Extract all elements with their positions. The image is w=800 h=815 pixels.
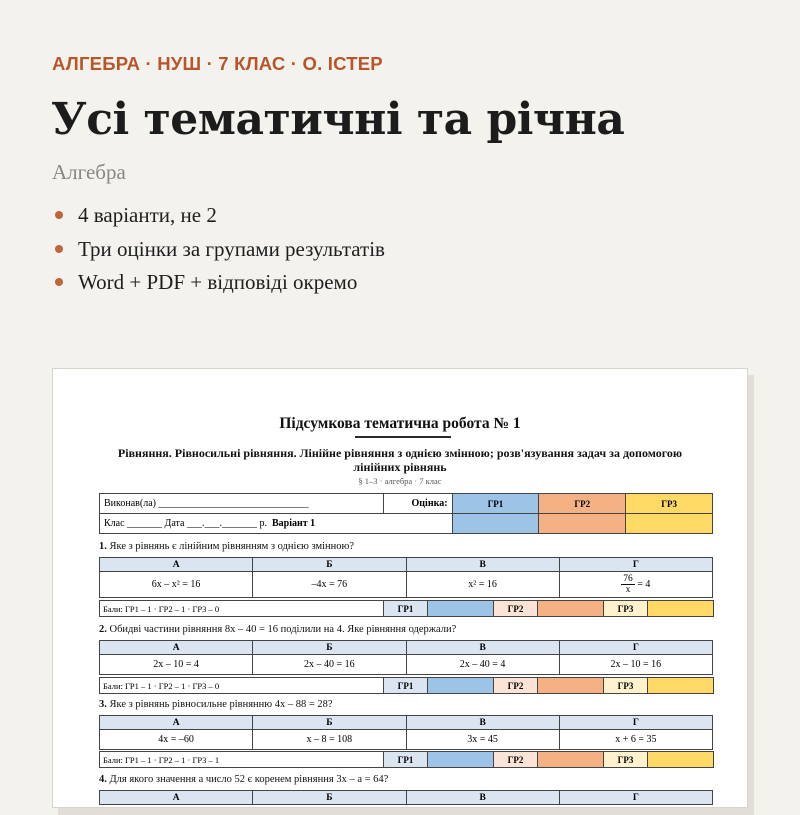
score-gr2-cell (538, 752, 604, 768)
feature-item: 4 варіанти, не 2 (52, 202, 385, 236)
score-gr3-label: ГР3 (604, 678, 648, 694)
option-letter: А (100, 716, 253, 730)
option-c: x² = 16 (406, 572, 559, 598)
score-text: Бали: ГР1 – 1 · ГР2 – 1 · ГР3 – 0 (100, 678, 384, 694)
gr2-header: ГР2 (539, 494, 626, 514)
feature-item: Word + PDF + відповіді окремо (52, 269, 385, 303)
variant-label: Варіант 1 (271, 518, 316, 529)
option-letter: В (406, 791, 559, 805)
score-row-3 (99, 751, 714, 768)
name-field: Виконав(ла) ______________________________ (100, 494, 384, 514)
grade-label: Оцінка: (383, 494, 452, 514)
score-gr2-label: ГР2 (494, 601, 538, 617)
option-letter: Б (253, 558, 406, 572)
option-d: 2x – 10 = 16 (559, 655, 712, 675)
option-a: 6x – x² = 16 (100, 572, 253, 598)
score-row-2 (99, 677, 714, 694)
feature-item: Три оцінки за групами результатів (52, 236, 385, 270)
option-letter: В (406, 558, 559, 572)
score-gr1-label: ГР1 (384, 752, 428, 768)
document-subtitle: Рівняння. Рівносильні рівняння. Лінійне рівняння з однією змінною; розв'язування задач за допомогою лінійних рівнянь (117, 446, 683, 474)
score-gr1-cell (428, 678, 494, 694)
score-gr2-cell (538, 601, 604, 617)
bullet-dot-icon (55, 278, 63, 286)
option-a: 4x = –60 (100, 730, 253, 750)
score-gr1-cell (428, 601, 494, 617)
option-letter: Б (253, 641, 406, 655)
options-table-4 (99, 790, 713, 805)
option-b: x – 8 = 108 (253, 730, 406, 750)
score-gr3-label: ГР3 (604, 752, 648, 768)
options-table-3 (99, 715, 713, 750)
score-gr1-cell (428, 752, 494, 768)
score-gr1-label: ГР1 (384, 678, 428, 694)
option-letter: Г (559, 558, 712, 572)
page-title: Усі тематичні та річна (51, 94, 625, 145)
score-gr1-label: ГР1 (384, 601, 428, 617)
option-d: x + 6 = 35 (559, 730, 712, 750)
page-subtitle: Алгебра (52, 160, 126, 184)
gr3-grade-cell (626, 514, 713, 534)
score-text: Бали: ГР1 – 1 · ГР2 – 1 · ГР3 – 1 (100, 752, 384, 768)
score-text: Бали: ГР1 – 1 · ГР2 – 1 · ГР3 – 0 (100, 601, 384, 617)
option-c: 3x = 45 (406, 730, 559, 750)
option-c: 2x – 40 = 4 (406, 655, 559, 675)
option-letter: Б (253, 716, 406, 730)
title-underline (355, 436, 451, 438)
option-letter: В (406, 641, 559, 655)
option-letter: А (100, 791, 253, 805)
course-kicker: АЛГЕБРА · НУШ · 7 КЛАС · О. ІСТЕР (52, 53, 383, 74)
option-letter: Г (559, 791, 712, 805)
option-d: $\frac{76}{x} = 4$ (559, 572, 712, 598)
option-b: 2x – 40 = 16 (253, 655, 406, 675)
bullet-dot-icon (55, 211, 63, 219)
option-letter: В (406, 716, 559, 730)
question-4: 4. Для якого значення a число 52 є коренем рівняння 3x – a = 64? (99, 774, 389, 785)
document-title: Підсумкова тематична робота № 1 (279, 415, 521, 432)
document-preview (52, 368, 748, 808)
score-gr2-cell (538, 678, 604, 694)
feature-list (52, 202, 385, 303)
document-meta: § 1–3 · алгебра · 7 клас (358, 476, 442, 486)
option-b: –4x = 76 (253, 572, 406, 598)
option-letter: А (100, 641, 253, 655)
class-date-field: Клас _______ Дата ___.___._______ р. Варіант 1 (100, 514, 453, 534)
option-letter: Г (559, 716, 712, 730)
bullet-dot-icon (55, 245, 63, 253)
student-header-table (99, 493, 713, 534)
option-a: 2x – 10 = 4 (100, 655, 253, 675)
score-row-1 (99, 600, 714, 617)
gr2-grade-cell (539, 514, 626, 534)
option-letter: Б (253, 791, 406, 805)
question-2: 2. Обидві частини рівняння 8x – 40 = 16 поділили на 4. Яке рівняння одержали? (99, 624, 457, 635)
fraction: $\frac{76}{x}$ (623, 574, 633, 595)
score-gr2-label: ГР2 (494, 678, 538, 694)
options-table-1 (99, 557, 713, 598)
gr1-header: ГР1 (452, 494, 539, 514)
option-letter: А (100, 558, 253, 572)
question-3: 3. Яке з рівнянь рівносильне рівнянню 4x – 88 = 28? (99, 699, 333, 710)
options-table-2 (99, 640, 713, 675)
score-gr3-label: ГР3 (604, 601, 648, 617)
score-gr3-cell (648, 601, 714, 617)
score-gr3-cell (648, 678, 714, 694)
option-letter: Г (559, 641, 712, 655)
gr3-header: ГР3 (626, 494, 713, 514)
score-gr2-label: ГР2 (494, 752, 538, 768)
gr1-grade-cell (452, 514, 539, 534)
score-gr3-cell (648, 752, 714, 768)
question-1: 1. Яке з рівнянь є лінійним рівнянням з однією змінною? (99, 541, 354, 552)
